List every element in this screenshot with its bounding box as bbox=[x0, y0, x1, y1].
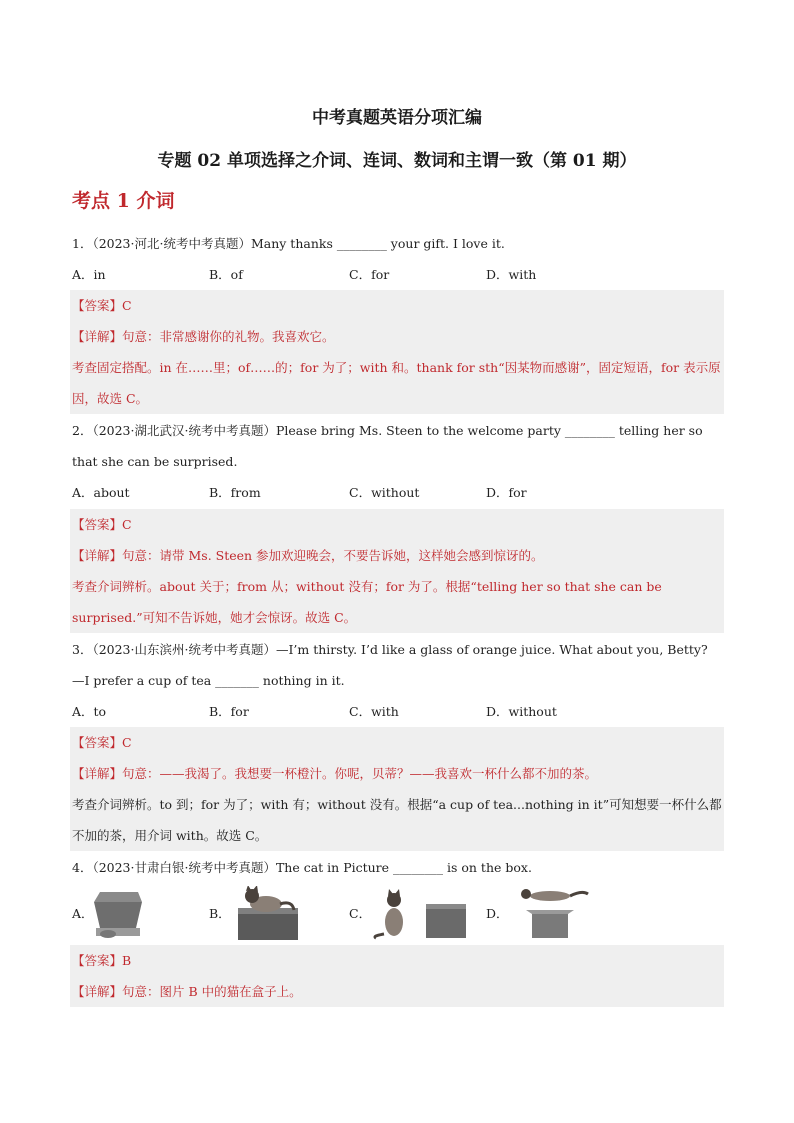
option-a: A．about bbox=[72, 485, 130, 500]
option-d: D．without bbox=[486, 704, 557, 719]
answer-line bbox=[72, 290, 724, 321]
answer-tag: 【答案】 bbox=[72, 517, 123, 532]
document-subtitle: 专题 02 单项选择之介词、连词、数词和主谓一致（第 01 期） bbox=[157, 151, 637, 171]
question-2-answer-block bbox=[70, 509, 724, 633]
answer-value: B bbox=[122, 953, 132, 968]
option-c: C．with bbox=[349, 704, 399, 719]
detail-tag: 【详解】 bbox=[72, 766, 123, 781]
question-3-stem: 3．（2023·山东滨州·统考中考真题）—I’m thirsty. I’d like a glass of orange juice. What about you, Betty? bbox=[72, 642, 708, 657]
option-d: D． bbox=[486, 906, 509, 921]
question-1-options bbox=[72, 263, 724, 287]
detail-meaning: 句意：请带 Ms. Steen 参加欢迎晚会，不要告诉她，这样她会感到惊讶的。 bbox=[122, 548, 544, 563]
detail-meaning: 句意：图片 B 中的猫在盒子上。 bbox=[122, 984, 302, 999]
detail-analysis: 考查固定搭配。in 在……里；of……的；for 为了；with 和。thank for sth“因某物而感谢”，固定短语，for 表示原因，故选 C。 bbox=[72, 360, 721, 406]
option-d: D．with bbox=[486, 267, 537, 282]
detail-line bbox=[72, 758, 724, 789]
option-b: B．from bbox=[209, 485, 261, 500]
answer-value: C bbox=[122, 735, 132, 750]
document-title: 中考真题英语分项汇编 bbox=[312, 108, 482, 128]
option-b: B．of bbox=[209, 267, 243, 282]
detail-line bbox=[72, 321, 724, 352]
question-1-stem: 1．（2023·河北·统考中考真题）Many thanks ________ your gift. I love it. bbox=[72, 236, 505, 251]
option-b: B．for bbox=[209, 704, 249, 719]
picture-d-cat-over-box bbox=[510, 886, 590, 940]
option-a: A．to bbox=[72, 704, 107, 719]
question-1-answer-block bbox=[70, 290, 724, 414]
picture-c-cat-beside-box bbox=[372, 888, 468, 940]
section-heading: 考点 1 介词 bbox=[72, 190, 175, 212]
detail-analysis: 考查介词辨析。about 关于；from 从；without 没有；for 为了。根据“telling her so that she can be surprised.”可知不告诉她，她才会惊讶。故选 C。 bbox=[72, 579, 662, 625]
option-a: A．in bbox=[72, 267, 106, 282]
answer-tag: 【答案】 bbox=[72, 735, 123, 750]
option-a: A． bbox=[72, 906, 94, 921]
answer-value: C bbox=[122, 517, 132, 532]
question-4-answer-block bbox=[70, 945, 724, 1007]
picture-b-cat-on-box bbox=[232, 886, 306, 942]
detail-line bbox=[72, 540, 724, 571]
question-3-answer-block bbox=[70, 727, 724, 851]
question-4-stem: 4．（2023·甘肃白银·统考中考真题）The cat in Picture ________ is on the box. bbox=[72, 860, 532, 875]
option-c: C．for bbox=[349, 267, 390, 282]
picture-a-cat-under-box bbox=[86, 890, 152, 940]
answer-line bbox=[72, 945, 724, 976]
detail-tag: 【详解】 bbox=[72, 548, 123, 563]
option-b: B． bbox=[209, 906, 231, 921]
option-c: C． bbox=[349, 906, 372, 921]
detail-tag: 【详解】 bbox=[72, 329, 123, 344]
answer-value: C bbox=[122, 298, 132, 313]
answer-line bbox=[72, 727, 724, 758]
option-c: C．without bbox=[349, 485, 420, 500]
detail-meaning: 句意：——我渴了。我想要一杯橙汁。你呢，贝蒂？——我喜欢一杯什么都不加的茶。 bbox=[122, 766, 598, 781]
detail-line bbox=[72, 976, 724, 1007]
detail-analysis: 考查介词辨析。to 到；for 为了；with 有；without 没有。根据“a cup of tea...nothing in it”可知想要一杯什么都不加的茶，用介词 with。故选 C。 bbox=[72, 797, 722, 843]
option-d: D．for bbox=[486, 485, 527, 500]
detail-tag: 【详解】 bbox=[72, 984, 123, 999]
question-2-stem: 2．（2023·湖北武汉·统考中考真题）Please bring Ms. Steen to the welcome party ________ telling her so that she can be surprised. bbox=[72, 423, 703, 469]
answer-line bbox=[72, 509, 724, 540]
question-2-options bbox=[72, 481, 724, 505]
question-3-options bbox=[72, 700, 724, 724]
answer-tag: 【答案】 bbox=[72, 298, 123, 313]
answer-tag: 【答案】 bbox=[72, 953, 123, 968]
question-3-stem-line2: —I prefer a cup of tea _______ nothing in it. bbox=[72, 673, 345, 688]
detail-meaning: 句意：非常感谢你的礼物。我喜欢它。 bbox=[122, 329, 335, 344]
